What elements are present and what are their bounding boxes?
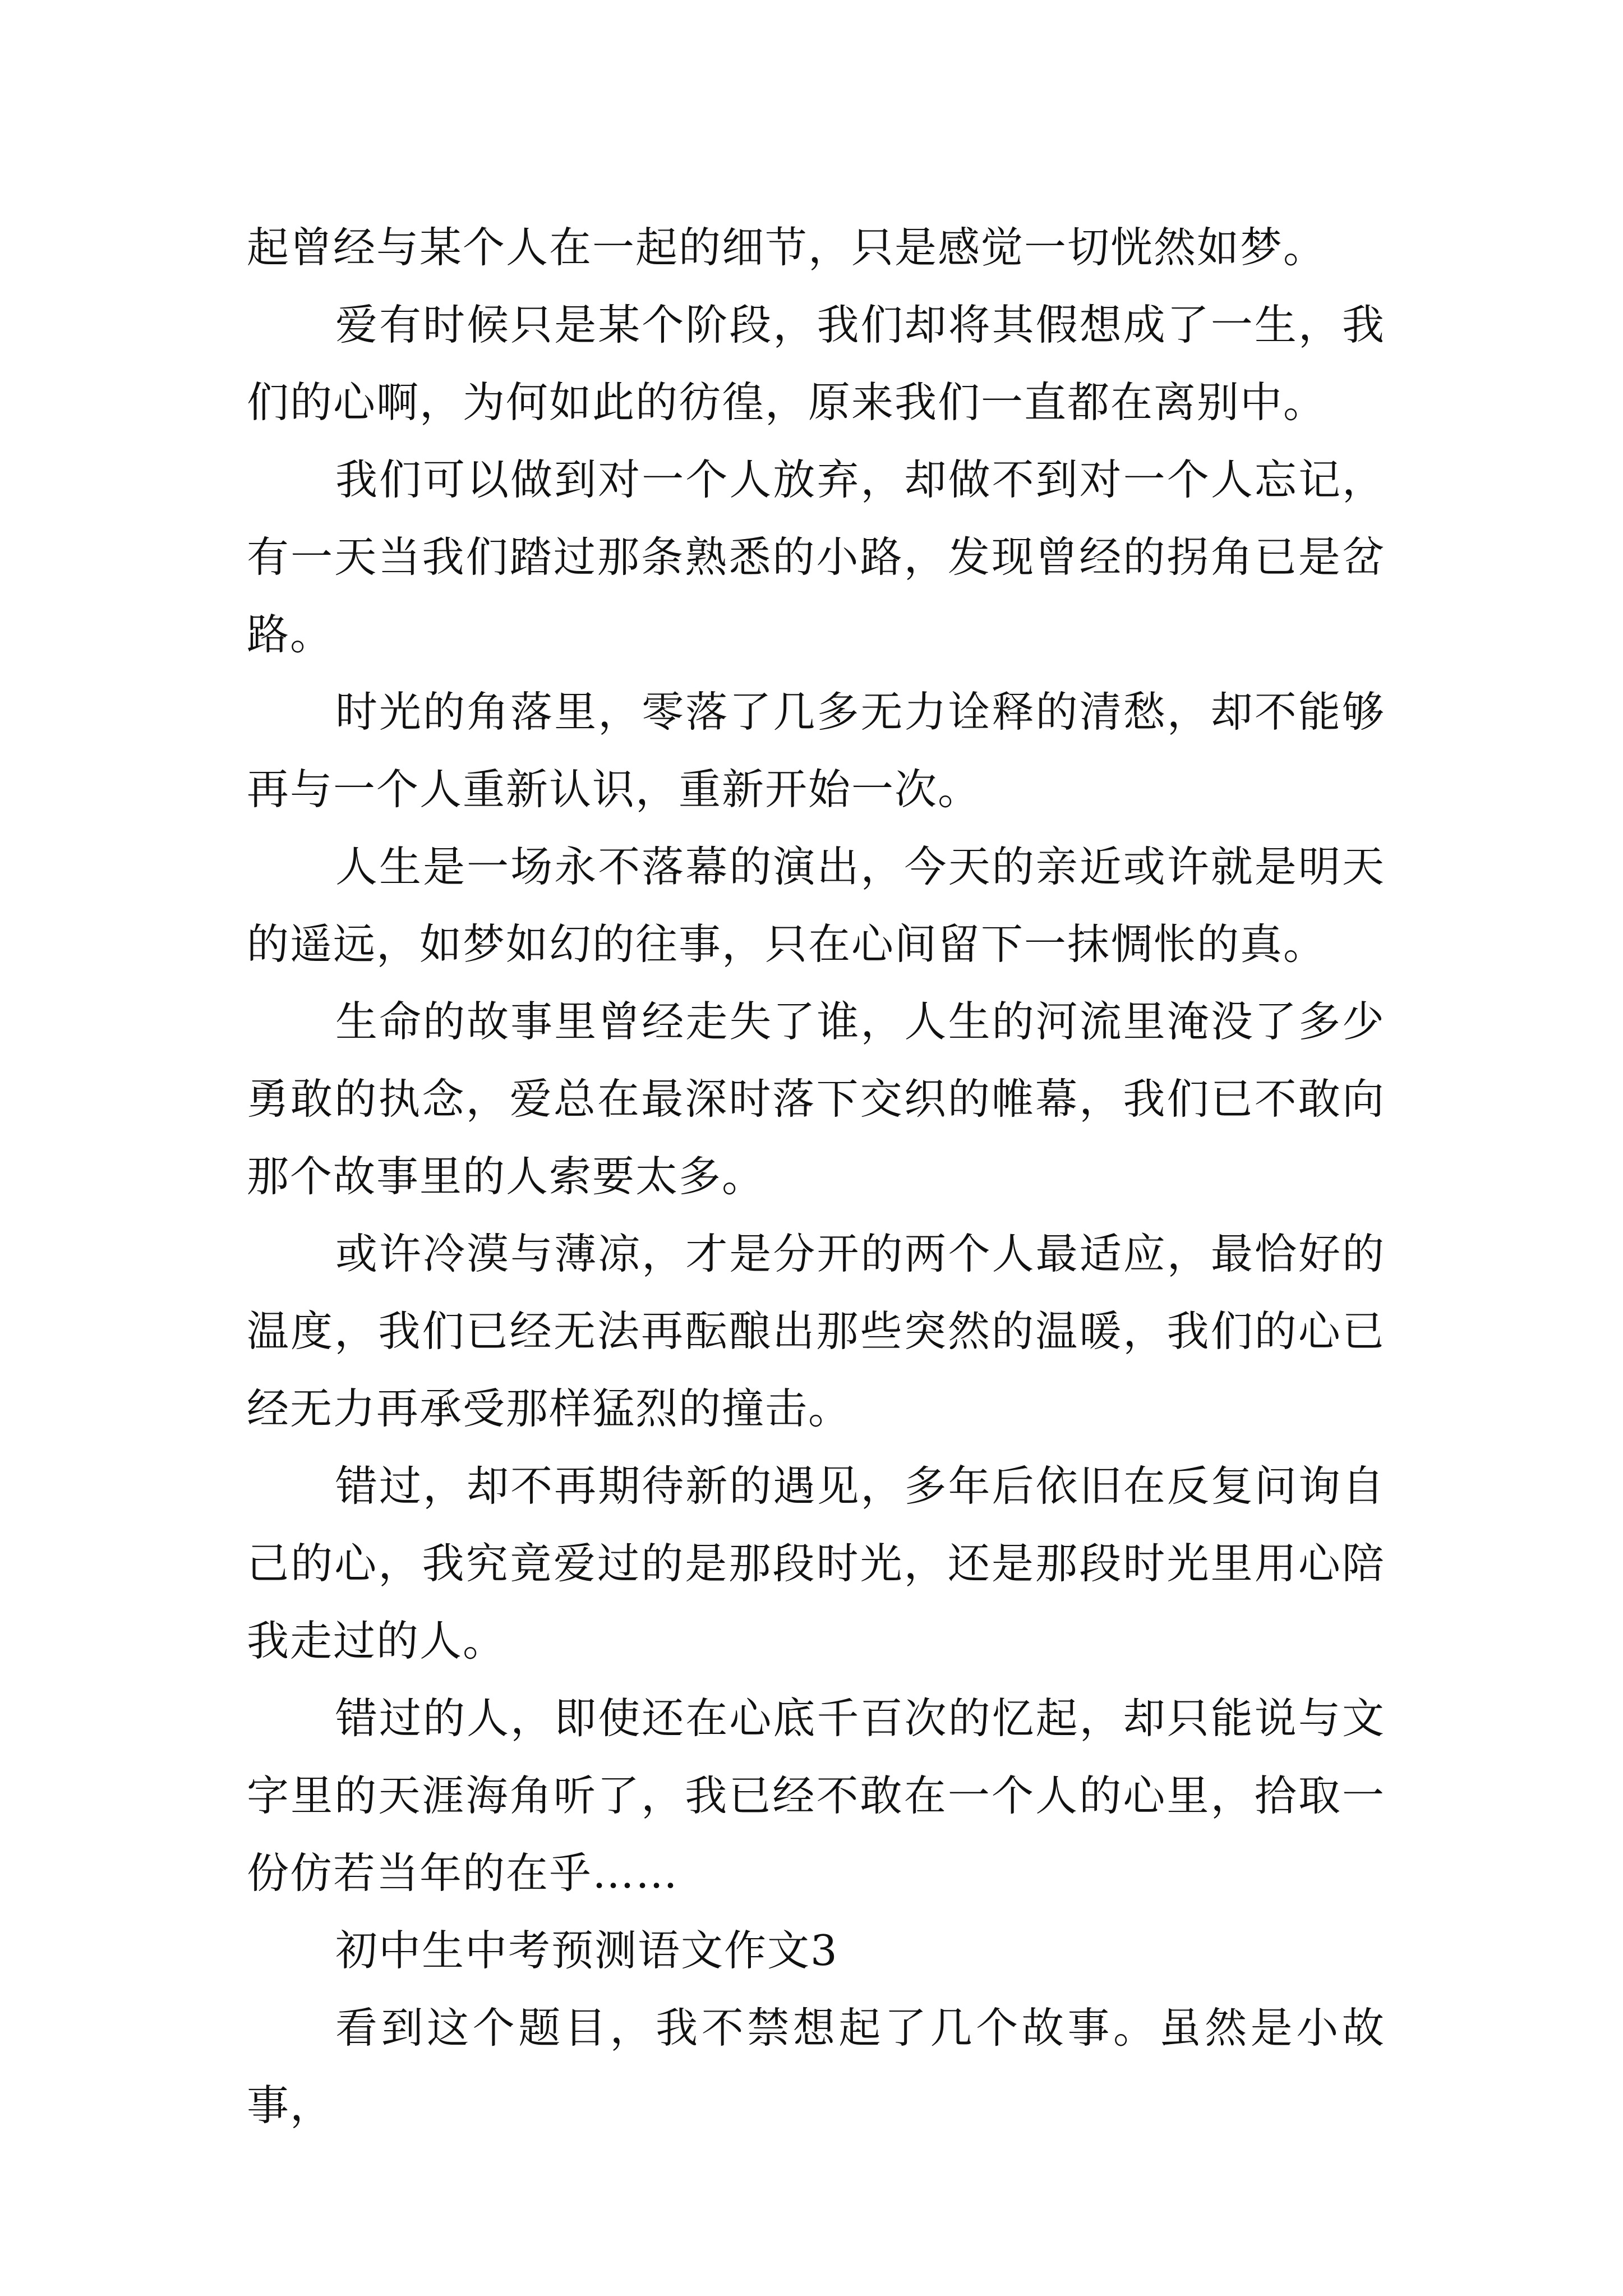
paragraph: 时光的角落里，零落了几多无力诠释的清愁，却不能够再与一个人重新认识，重新开始一次。 bbox=[247, 687, 1385, 814]
paragraph: 看到这个题目，我不禁想起了几个故事。虽然是小故事， bbox=[247, 2003, 1385, 2130]
paragraph: 我们可以做到对一个人放弃，却做不到对一个人忘记，有一天当我们踏过那条熟悉的小路，发现曾经的拐角已是岔路。 bbox=[247, 455, 1385, 659]
paragraph: 生命的故事里曾经走失了谁，人生的河流里淹没了多少勇敢的执念，爱总在最深时落下交织的帷幕，我们已不敢向那个故事里的人索要太多。 bbox=[247, 997, 1385, 1201]
section-heading: 初中生中考预测语文作文3 bbox=[335, 1926, 838, 1975]
body-text bbox=[247, 209, 1385, 2144]
paragraph: 错过的人，即使还在心底千百次的忆起，却只能说与文字里的天涯海角听了，我已经不敢在一个人的心里，拾取一份仿若当年的在乎…… bbox=[247, 1694, 1385, 1898]
paragraph-continuation: 起曾经与某个人在一起的细节，只是感觉一切恍然如梦。 bbox=[247, 223, 1327, 272]
paragraph: 或许冷漠与薄凉，才是分开的两个人最适应，最恰好的温度，我们已经无法再酝酿出那些突然的温暖，我们的心已经无力再承受那样猛烈的撞击。 bbox=[247, 1229, 1385, 1433]
paragraph: 爱有时候只是某个阶段，我们却将其假想成了一生，我们的心啊，为何如此的彷徨，原来我们一直都在离别中。 bbox=[247, 300, 1385, 427]
paragraph: 人生是一场永不落幕的演出，今天的亲近或许就是明天的遥远，如梦如幻的往事，只在心间留下一抹惆怅的真。 bbox=[247, 842, 1385, 969]
paragraph: 错过，却不再期待新的遇见，多年后依旧在反复问询自己的心，我究竟爱过的是那段时光，还是那段时光里用心陪我走过的人。 bbox=[247, 1461, 1385, 1665]
